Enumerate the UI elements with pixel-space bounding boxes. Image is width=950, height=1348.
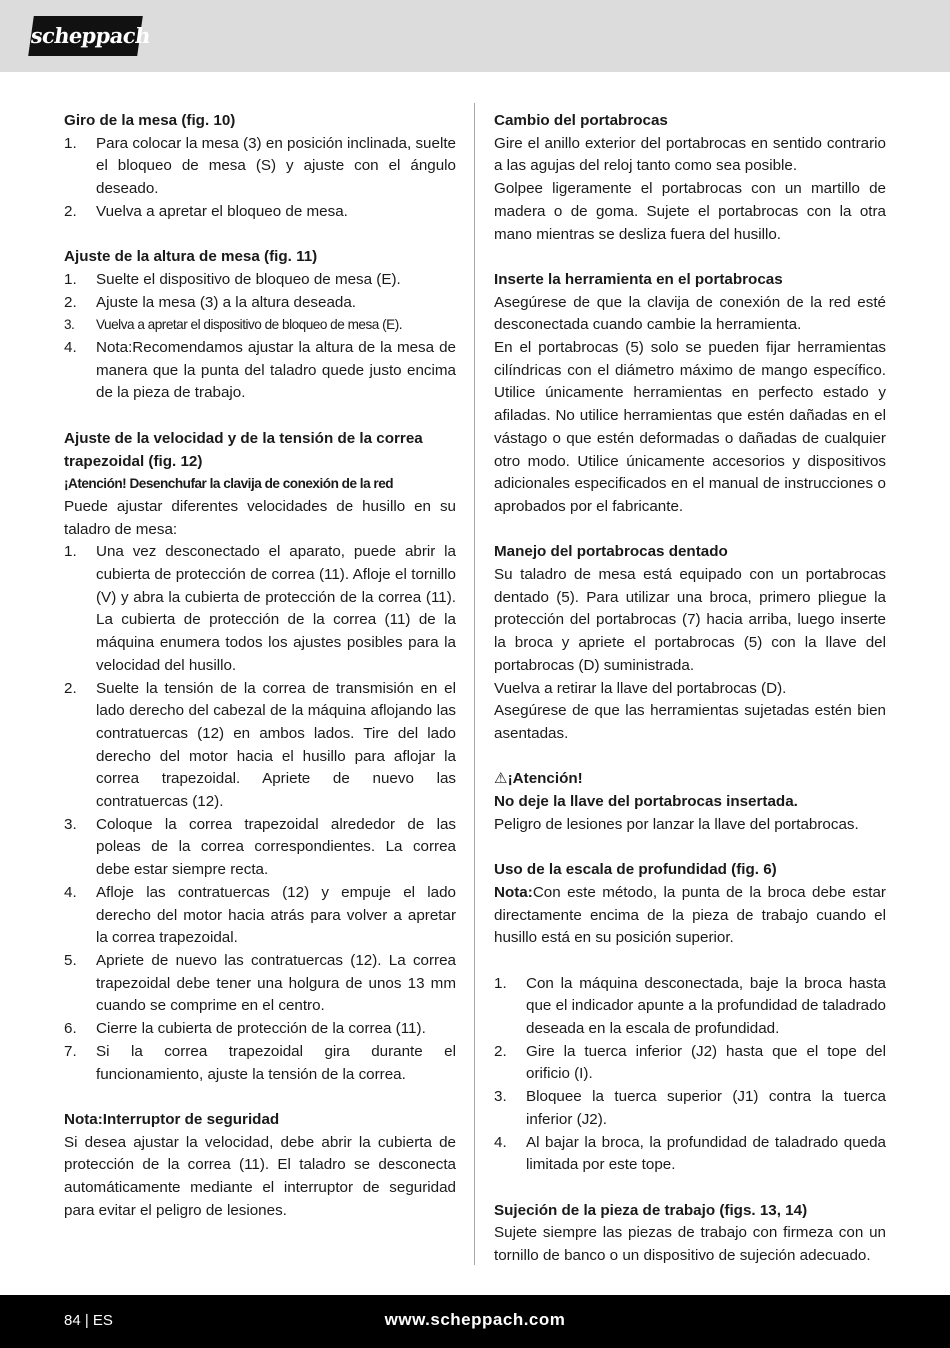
section-title-workpiece-clamping: Sujeción de la pieza de trabajo (figs. 13, 14) <box>494 1201 808 1219</box>
list-text: Al bajar la broca, la profundidad de taladrado queda limitada por este tope. <box>526 1133 886 1174</box>
left-column <box>64 110 456 1222</box>
paragraph: Gire el anillo exterior del portabrocas en sentido contrario a las agujas del reloj tanto como sea posible. <box>494 134 886 175</box>
page-footer <box>0 1295 950 1348</box>
note-paragraph <box>494 882 886 950</box>
list-item <box>64 292 456 315</box>
list-item <box>64 337 456 405</box>
list-number: 6. <box>64 1020 77 1038</box>
paragraph: Asegúrese de que la clavija de conexión de la red esté desconectada cuando cambie la herramienta. <box>494 293 886 334</box>
list-text: Apriete de nuevo las contratuercas (12). La correa trapezoidal debe tener una holgura de unos 13 mm cuando se comprime en el centro. <box>96 951 456 1015</box>
list-text: Coloque la correa trapezoidal alrededor de las poleas de la correa correspondientes. La correa debe estar siempre recta. <box>96 815 456 879</box>
list-text: Afloje las contratuercas (12) y empuje el lado derecho del motor hacia atrás para volver a apretar la correa trapezoidal. <box>96 883 456 947</box>
list-item <box>494 1041 886 1086</box>
paragraph: Sujete siempre las piezas de trabajo con firmeza con un tornillo de banco o un dispositivo de sujeción adecuado. <box>494 1224 886 1265</box>
section-title-speed-belt: Ajuste de la velocidad y de la tensión de la correa trapezoidal (fig. 12) <box>64 429 423 470</box>
list-item <box>64 1041 456 1086</box>
list-text: Con la máquina desconectada, baje la broca hasta que el indicador apunte a la profundidad de taladrado deseada en la escala de profundidad. <box>526 974 886 1038</box>
list-text: Gire la tuerca inferior (J2) hasta que el tope del orificio (I). <box>526 1042 886 1083</box>
paragraph: Si desea ajustar la velocidad, debe abrir la cubierta de protección de la correa (11). El taladro se desconecta automáticamente mediante el interruptor de seguridad para evitar el peligro de lesiones. <box>64 1133 456 1219</box>
note-text: Con este método, la punta de la broca debe estar directamente encima de la pieza de trabajo cuando el husillo está en su posición superior. <box>494 883 886 947</box>
list-number: 4. <box>64 883 77 901</box>
list-item <box>64 1018 456 1041</box>
note-label: Nota: <box>494 883 533 901</box>
scheppach-logo: scheppach <box>28 16 143 56</box>
list-item <box>494 973 886 1041</box>
right-column <box>494 110 886 1268</box>
section-title-table-height: Ajuste de la altura de mesa (fig. 11) <box>64 248 318 266</box>
list-number: 3. <box>64 815 77 833</box>
list-number: 1. <box>64 270 77 288</box>
list-number: 1. <box>64 543 77 561</box>
attention-bold: No deje la llave del portabrocas insertada. <box>494 793 798 811</box>
section-title-toothed-chuck: Manejo del portabrocas dentado <box>494 543 728 561</box>
section-title-chuck-change: Cambio del portabrocas <box>494 112 668 129</box>
list-text: Bloquee la tuerca superior (J1) contra la tuerca inferior (J2). <box>526 1088 886 1128</box>
list-number: 4. <box>64 339 77 357</box>
list-text: Nota:Recomendamos ajustar la altura de la mesa de manera que la punta del taladro quede justo encima de la pieza de trabajo. <box>96 339 456 402</box>
paragraph: Vuelva a retirar la llave del portabrocas (D). <box>494 679 787 697</box>
attention-title: ¡Atención! <box>507 770 583 788</box>
section-title-safety-switch: Nota:Interruptor de seguridad <box>64 1110 280 1128</box>
list-item <box>64 950 456 1018</box>
list-number: 5. <box>64 951 77 969</box>
paragraph: Golpee ligeramente el portabrocas con un martillo de madera o de goma. Sujete el portabrocas con la otra mano mientras se desliza fuera del husillo. <box>494 180 886 243</box>
list-item <box>494 1086 886 1131</box>
list-number: 3. <box>64 317 75 333</box>
attention-heading <box>494 768 886 791</box>
list-number: 7. <box>64 1042 77 1060</box>
list-item <box>494 1132 886 1177</box>
list-text: Vuelva a apretar el bloqueo de mesa. <box>96 202 348 220</box>
list-item <box>64 201 456 224</box>
list-number: 2. <box>494 1042 507 1060</box>
section-title-insert-tool: Inserte la herramienta en el portabrocas <box>494 270 783 288</box>
website-link[interactable]: www.scheppach.com <box>384 1310 566 1329</box>
list-item <box>64 314 456 337</box>
section-title-table-tilt: Giro de la mesa (fig. 10) <box>64 112 236 129</box>
page-header <box>0 0 950 72</box>
list-number: 1. <box>494 974 507 992</box>
list-text: Suelte el dispositivo de bloqueo de mesa (E). <box>96 270 401 288</box>
list-text: Una vez desconectado el aparato, puede abrir la cubierta de protección de correa (11). Afloje el tornillo (V) y abra la cubierta de protección de la correa (11). La cubierta de protección de la correa (11) de la máquina enumera todos los ajustes posibles para la velocidad del husillo. <box>96 543 456 674</box>
list-number: 2. <box>64 679 77 697</box>
paragraph: Su taladro de mesa está equipado con un portabrocas dentado (5). Para utilizar una broca, primero pliegue la protección del portabrocas (7) hacia arriba, luego inserte la broca y apriete el portabrocas (5) con la llave del portabrocas (D) suministrada. <box>494 566 886 674</box>
list-number: 3. <box>494 1088 507 1106</box>
page-number: 84 | ES <box>64 1312 113 1329</box>
paragraph: En el portabrocas (5) solo se pueden fijar herramientas cilíndricas con el diámetro máximo de mango específico. Utilice únicamente herramientas en perfecto estado y afiladas. No utilice herramientas que estén dañadas en el vástago o que estén deformadas o dañadas de cualquier otro modo. Utilice únicamente accesorios y dispositivos adicionales especificados en el manual de instrucciones o aprobados por el fabricante. <box>494 339 886 515</box>
warning-icon: ⚠ <box>494 770 508 788</box>
list-item <box>64 882 456 950</box>
paragraph: Peligro de lesiones por lanzar la llave del portabrocas. <box>494 815 859 833</box>
list-text: Vuelva a apretar el dispositivo de bloqueo de mesa (E). <box>96 317 402 333</box>
list-number: 2. <box>64 293 77 311</box>
list-item <box>64 814 456 882</box>
warning-unplug: ¡Atención! Desenchufar la clavija de conexión de la red <box>64 476 394 492</box>
list-number: 2. <box>64 202 77 220</box>
section-title-depth-scale: Uso de la escala de profundidad (fig. 6) <box>494 861 777 879</box>
section-intro: Puede ajustar diferentes velocidades de husillo en su taladro de mesa: <box>64 497 456 538</box>
column-divider <box>474 103 475 1265</box>
paragraph: Asegúrese de que las herramientas sujetadas estén bien asentadas. <box>494 702 886 742</box>
list-item <box>64 269 456 292</box>
list-text: Ajuste la mesa (3) a la altura deseada. <box>96 293 357 311</box>
list-item <box>64 541 456 677</box>
list-text: Para colocar la mesa (3) en posición inclinada, suelte el bloqueo de mesa (S) y ajuste con el ángulo deseado. <box>96 134 456 198</box>
list-item <box>64 133 456 201</box>
list-text: Suelte la tensión de la correa de transmisión en el lado derecho del cabezal de la máquina aflojando las contratuercas (12) en ambos lados. Tire del lado derecho del motor hacia el husillo para aflojar la correa trapezoidal. Apriete de nuevo las contratuercas (12). <box>96 679 456 811</box>
list-number: 1. <box>64 134 77 152</box>
list-number: 4. <box>494 1133 507 1151</box>
list-item <box>64 678 456 814</box>
list-text: Si la correa trapezoidal gira durante el funcionamiento, ajuste la tensión de la correa. <box>96 1042 456 1083</box>
list-text: Cierre la cubierta de protección de la correa (11). <box>96 1020 426 1038</box>
